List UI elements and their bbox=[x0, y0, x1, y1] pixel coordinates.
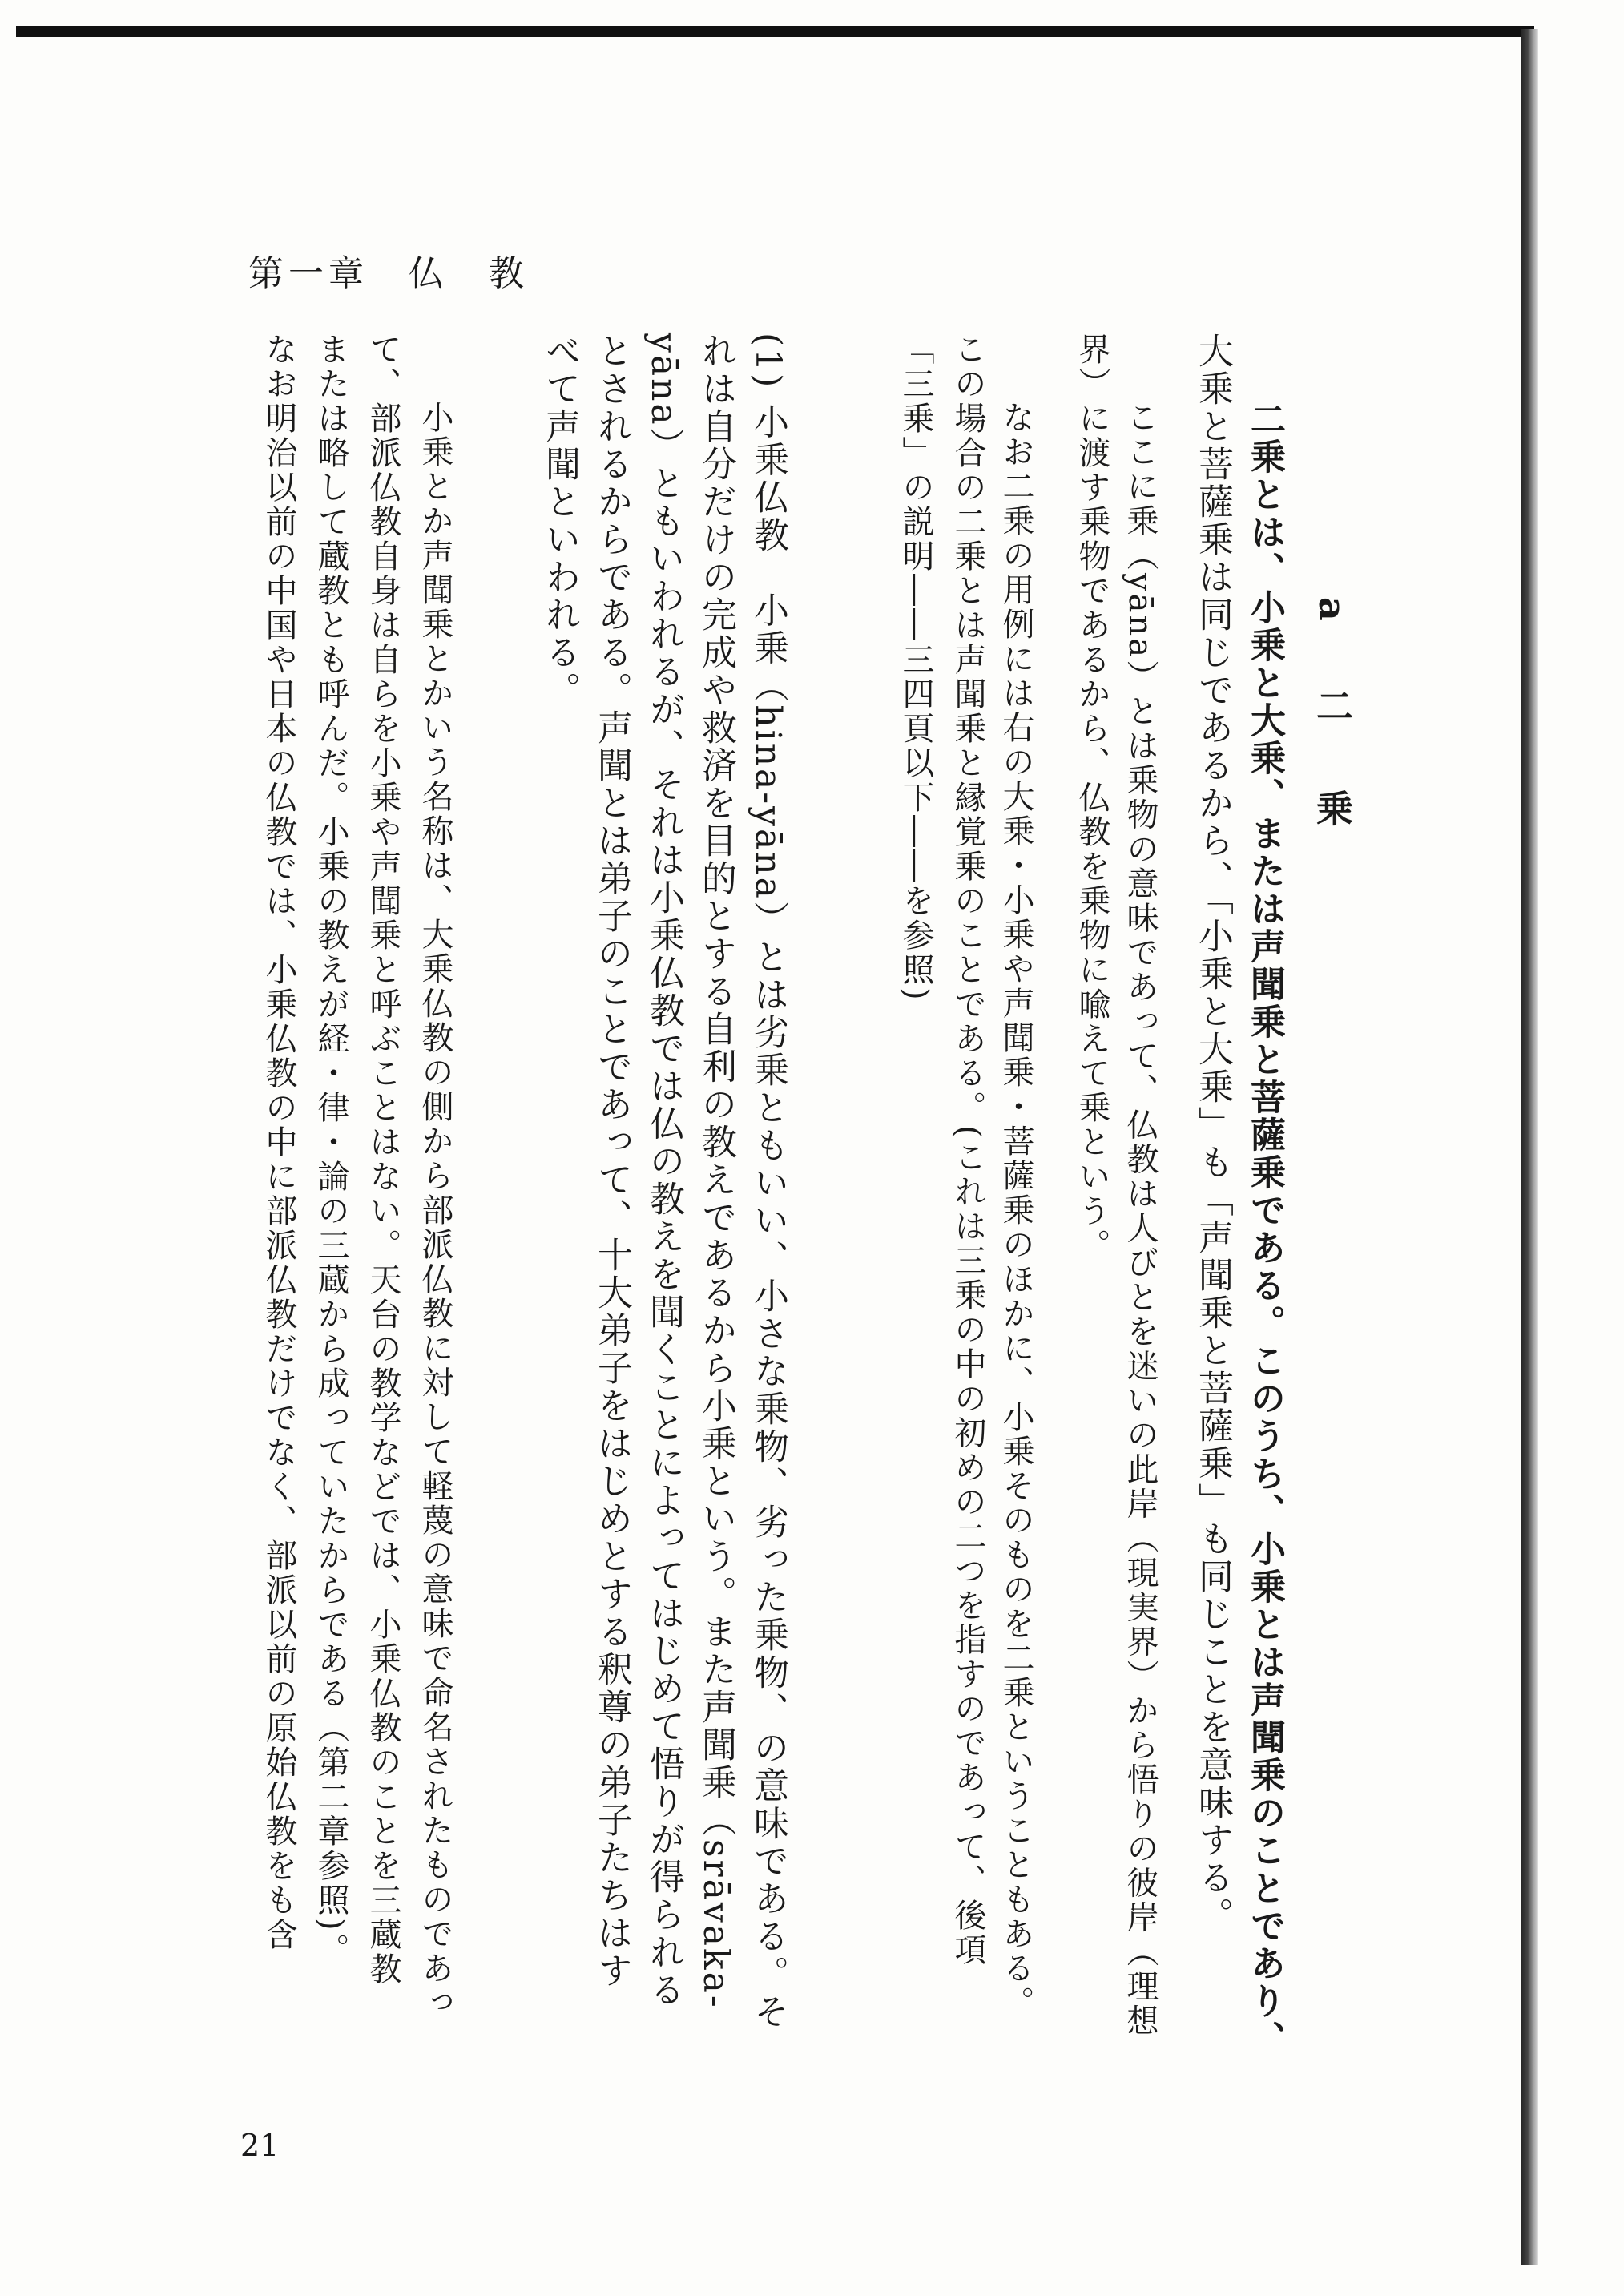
text-line: とされるからである。声聞とは弟子のことであって、十大弟子をはじめとする釈尊の弟子たちはす bbox=[591, 333, 632, 1990]
text-line: なお二乗の用例には右の大乗・小乗や声聞乗・菩薩乗のほかに、小乗そのものを二乗ということもある。 bbox=[997, 401, 1034, 2020]
text-line: 界）に渡す乗物であるから、仏教を乗物に喩えて乗という。 bbox=[1074, 333, 1110, 1263]
section-heading: a 二 乗 bbox=[1311, 597, 1354, 841]
page-number: 21 bbox=[240, 2128, 280, 2163]
text-line: なお明治以前の中国や日本の仏教では、小乗仏教の中に部派仏教だけでなく、部派以前の原始仏教をも含 bbox=[260, 333, 297, 1952]
text-line: て、部派仏教自身は自らを小乗や声聞乗と呼ぶことはない。天台の教学などでは、小乗仏教のことを三蔵教 bbox=[365, 333, 401, 1987]
text-line: 小乗とか声聞乗とかいう名称は、大乗仏教の側から部派仏教に対して軽蔑の意味で命名されたものであっ bbox=[417, 401, 453, 2020]
subsection-line: (1) 小乗仏教 小乗（hina-yāna）とは劣乗ともいい、小さな乗物、劣った乗物、の意味である。そ bbox=[748, 333, 788, 2031]
text-line: 「三乗」の説明――三四頁以下――を参照) bbox=[897, 333, 934, 1003]
running-head: 第一章 仏 教 bbox=[248, 253, 529, 294]
text-line: または略して蔵教とも呼んだ。小乗の教えが経・律・論の三蔵から成っていたからである（第二章参照)。 bbox=[312, 333, 349, 1967]
text-line: れは自分だけの完成や救済を目的とする自利の教えであるから小乗という。また声聞乗（srāvaka- bbox=[695, 333, 736, 2010]
text-line: 大乗と菩薩乗は同じであるから、「小乗と大乗」も「声聞乗と菩薩乗」も同じことを意味する。 bbox=[1192, 333, 1233, 1935]
text-line: ここに乗（yāna）とは乗物の意味であって、仏教は人びとを迷いの此岸（現実界）から悟りの彼岸（理想 bbox=[1122, 401, 1159, 2039]
text-line: べて声聞といわれる。 bbox=[539, 333, 580, 709]
text-line: 二乗とは、小乗と大乗、または声聞乗と菩薩乗である。このうち、小乗とは声聞乗のことであり、 bbox=[1244, 401, 1285, 2058]
text-line: この場合の二乗とは声聞乗と縁覚乗のことである。(これは三乗の中の初めの二つを指すのであって、後項 bbox=[949, 333, 986, 1967]
text-line: yāna）ともいわれるが、それは小乗仏教では仏の教えを聞くことによってはじめて悟りが得られる bbox=[643, 333, 684, 2009]
